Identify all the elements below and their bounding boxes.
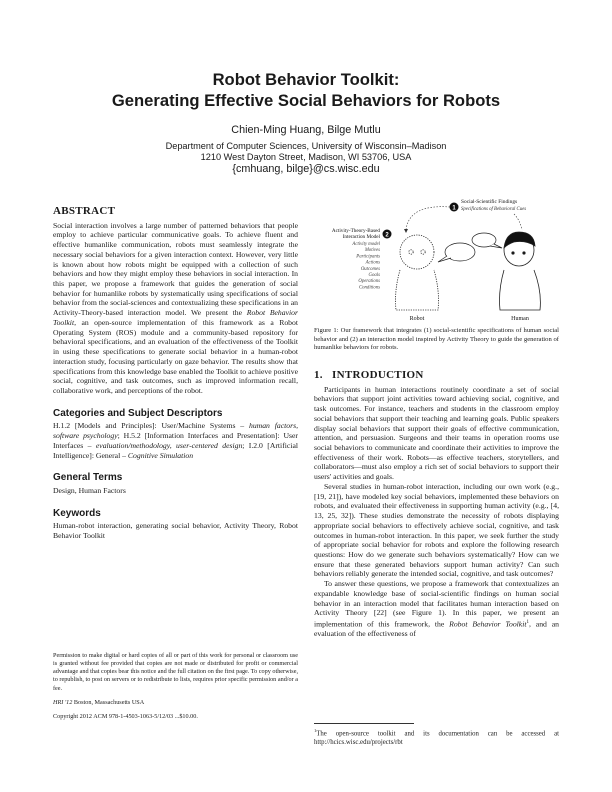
footnote (314, 727, 559, 747)
model-item-4: Outcomes (360, 266, 380, 272)
abstract-heading: ABSTRACT (53, 205, 116, 217)
findings-title: Social-Scientific Findings (461, 199, 518, 205)
footnote-rule (314, 723, 414, 724)
copyright-line: Copyright 2012 ACM 978-1-4503-1063-5/12/03 ...$10.00. (53, 713, 198, 721)
cat-1: H.1.2 [Models and Principles]: User/Machine Systems – (53, 421, 249, 431)
paper-title-line2: Generating Effective Social Behaviors for Robots (111, 91, 501, 110)
intro-heading-number: 1. (314, 369, 323, 381)
author-email: {cmhuang, bilge}@cs.wisc.edu (232, 163, 380, 175)
intro-toolkit-name: Robot Behavior Toolkit (449, 619, 527, 629)
model-item-1: Motives (364, 248, 380, 254)
keywords-heading: Keywords (53, 507, 101, 519)
categories-heading: Categories and Subject Descriptors (53, 407, 223, 419)
footnote-ref: 1 (526, 619, 529, 625)
authors: Chien-Ming Huang, Bilge Mutlu (231, 124, 381, 136)
cat-3: ; I.2.0 [Artificial Intelligence]: General – (53, 440, 298, 460)
badge-1: 1 (452, 205, 456, 212)
general-terms-text: Design, Human Factors (53, 485, 126, 495)
paper-title-line1: Robot Behavior Toolkit: (212, 70, 400, 89)
model-item-6: Operations (358, 279, 380, 285)
model-item-0: Activity model (352, 242, 380, 247)
left-column (53, 207, 298, 541)
arc-arrow (404, 229, 408, 233)
venue-location: Boston, Massachusetts USA (72, 698, 145, 706)
footnote-mark: 1 (314, 728, 317, 733)
figure-1-caption: Figure 1: Our framework that integrates (1) social-scientific specifications of human social behavior and (2) an interaction model inspired by Activity Theory to guide the generation of humanlike behaviors for robots. (314, 327, 559, 352)
human-figure (500, 232, 541, 310)
badge-2: 2 (385, 232, 389, 239)
model-item-3: Actions (365, 260, 380, 266)
general-terms-heading: General Terms (53, 472, 123, 484)
model-title-1: Activity-Theory-Based (331, 228, 380, 234)
intro-paragraph-1: Participants in human interactions routinely coordinate a set of social behaviors that support joint activities toward achieving social, cognitive, and task outcomes. For instance, teachers and students in the classroom employ social behaviors that support their teaching and learning goals. Public speakers display social behaviors that support their goals of effective communication, attention, and persuasion. Surgeons and their teams in operation rooms use social behaviors to communicate and coordinate their activities to improve the effectiveness of their work. Robots—as effective teachers, storytellers, and collaborators—must also employ a rich set of social behaviors to support their users' activities and goals. (314, 384, 559, 482)
abstract-text (53, 221, 298, 396)
abstract-text-b: , an open-source implementation of this framework as a Robot Operating System (ROS) module and a community-based repository for behavioral specifications, and an evaluation of the effectiveness of the Toolkit in using these specifications to generate social behavior in a human-robot interaction study, focusing particularly on gaze behavior. The results show that specifications from this knowledge base enabled the Toolkit to achieve positive social, cognitive, and task outcomes, such as improved information recall, collaborative work, and perceptions of the robot. (53, 317, 298, 395)
right-column (314, 371, 559, 639)
introduction-heading (314, 371, 559, 381)
arc-to-human (514, 214, 522, 230)
cat-3-em: Cognitive Simulation (127, 450, 194, 460)
abstract-text-a: Social interaction involves a large number of patterned behaviors that people employ to achieve particular communicative goals. To achieve fluent and effective humanlike communication, robots must seamlessly integrate the necessary social behaviors for a given interaction context. However, very little is known about how robots might be equipped with a collection of such behaviors and how they might employ these behaviors in social interaction. In this paper, we propose a framework that guides the generation of social behavior for humanlike robots by systematically using specifications of social behavior from the social-sciences and contextualizing these specifications in an Activity-Theory-based interaction model. We present the (53, 220, 298, 318)
robot-label: Robot (409, 316, 425, 322)
model-item-5: Goals (368, 273, 380, 278)
cat-1-em: human factors, software psychology (53, 421, 298, 441)
intro-heading-text: INTRODUCTION (332, 369, 424, 381)
findings-subtitle: Specifications of Behavioral Cues (461, 207, 527, 212)
abstract-toolkit-name: Robot Behavior Toolkit (53, 308, 298, 327)
venue-line (53, 699, 298, 707)
model-title-2: Interaction Model (342, 234, 380, 240)
intro-paragraph-2: Several studies in human-robot interaction, including our own work (e.g., [19, 21]), have modeled key social behaviors, implemented these behaviors on robots, and evaluated their effectiveness in supporting human activity (e.g., [4, 13, 25, 32]). These studies demonstrate the necessity of robots displaying appropriate social behaviors to effectively achieve social, cognitive, and task outcomes in human-robot interaction. In this paper, we seek further the study of appropriate social behavior for robots and explore the following research questions: How do we generate such behaviors systematically? How can we ensure that these generated behaviors support human activity? Can such behaviors reliably generate the intended social, cognitive, and task outcomes? (314, 481, 559, 579)
human-label: Human (511, 316, 529, 322)
arc-to-robot (406, 207, 450, 230)
cat-2: ; H.5.2 [Information Interfaces and Presentation]: User Interfaces – (53, 431, 298, 450)
cat-2-em: evaluation/methodology, user-centered design (95, 440, 243, 450)
model-item-7: Conditions (358, 285, 380, 291)
categories-text (53, 421, 298, 460)
figure-1-illustration (314, 196, 560, 322)
footnote-text: The open-source toolkit and its documentation can be accessed at http://hcics.wisc.edu/projects/rbt (314, 730, 559, 746)
keywords-text: Human-robot interaction, generating social behavior, Activity Theory, Robot Behavior Toolkit (53, 521, 298, 541)
intro-paragraph-3 (314, 579, 559, 639)
permission-block (53, 646, 298, 727)
robot-figure (396, 235, 439, 310)
affiliation-line2: 1210 West Dayton Street, Madison, WI 53706, USA (200, 152, 412, 162)
permission-text: Permission to make digital or hard copies of all or part of this work for personal or classroom use is granted without fee provided that copies are not made or distributed for profit or commercial advantage and that copies bear this notice and the full citation on the first page. To copy otherwise, to republish, to post on servers or to redistribute to lists, requires prior specific permission and/or a fee. (53, 652, 298, 692)
affiliation-line1: Department of Computer Sciences, University of Wisconsin–Madison (165, 141, 447, 151)
intro-p3-b: , and an evaluation of the effectiveness of (314, 619, 560, 639)
intro-p3-a: To answer these questions, we propose a framework that contextualizes an expandable knowledge base of social-scientific findings on human social behavior in an interaction model that facilitates human interaction based on Activity Theory [22] (see Figure 1). In this paper, we present an implementation of this framework, the (314, 579, 559, 629)
model-items (351, 242, 380, 290)
model-item-2: Participants (356, 254, 380, 260)
venue-name: HRI '12 (53, 698, 73, 706)
